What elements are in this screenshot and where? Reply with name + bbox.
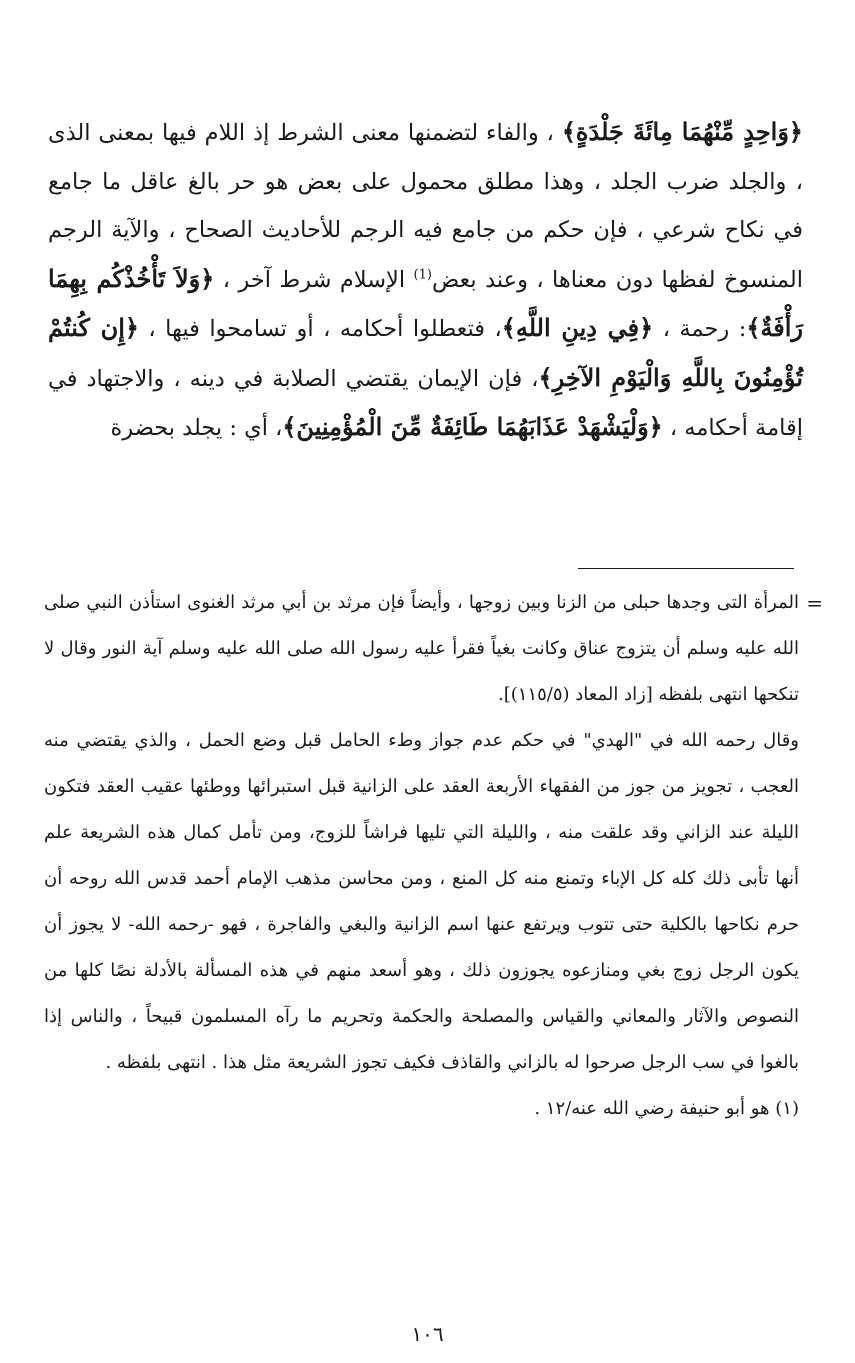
quran-verse: ﴿وَلاَ تَأْخُذْكُم بِهِمَا رَأْفَةٌ﴾ xyxy=(48,263,804,342)
commentary-text: : رحمة ، xyxy=(662,316,747,342)
commentary-text: ، فتعطلوا أحكامه ، أو تسامحوا فيها ، xyxy=(148,316,502,342)
footnote-separator xyxy=(578,568,794,569)
commentary-text: ، والفاء لتضمنها معنى الشرط إذ اللام فيها بمعنى الذى ، والجلد ضرب الجلد ، وهذا مطلق محمول على بعض هو حر بالغ عاقل ما جامع في نكاح شرعي ، فإن حكم من جامع فيه الرجم للأحاديث الصحاح ، والآية الرجم المنسوخ لفظها دون معناها ، وعند بعض xyxy=(48,120,803,293)
commentary-text: ، أي : يجلد بحضرة xyxy=(110,415,283,441)
footnote-1: (١) هو أبو حنيفة رضي الله عنه/١٢ . xyxy=(534,1098,799,1119)
footnote-continuation-text: المرأة التى وجدها حبلى من الزنا وبين زوجها ، وأيضاً فإن مرثد بن أبي مرثد الغنوى استأذن النبي صلى الله عليه وسلم أن يتزوج عناق وكانت بغياً فقرأ عليه رسول الله صلى الله عليه وسلم آية النور وقال لا تنكحها انتهى بلفظه [زاد المعاد (١١٥/٥)]. xyxy=(44,592,799,705)
quran-verse: ﴿إِن كُنتُمْ تُؤْمِنُونَ بِاللَّهِ وَالْيَوْمِ الآخِرِ﴾ xyxy=(48,313,804,392)
footnote-reference: (1) xyxy=(413,267,432,282)
commentary-text: ، فإن الإيمان يقتضي الصلابة في دينه ، والاجتهاد في إقامة أحكامه ، xyxy=(48,365,803,441)
footnotes xyxy=(44,580,823,1132)
footnote-continuation xyxy=(44,580,823,718)
quran-verse: ﴿وَلْيَشْهَدْ عَذَابَهُمَا طَائِفَةٌ مِّنَ الْمُؤْمِنِينَ﴾ xyxy=(282,412,663,441)
quran-verse: ﴿وَاحِدٍ مِّنْهُمَا مِائَةَ جَلْدَةٍ﴾ xyxy=(561,117,803,146)
footnote-quote-paragraph: وقال رحمه الله في "الهدي" في حكم عدم جواز وطء الحامل قبل وضع الحمل ، والذي يقتضي منه العجب ، تجويز من جوز من الفقهاء الأربعة العقد على الزانية قبل استبرائها ووطئها عقيب العقد فتكون الليلة عند الزاني وقد علقت منه ، والليلة التي تليها فراشاً للزوج، ومن تأمل كمال هذه الشريعة علم أنها تأبى ذلك كله كل الإباء وتمنع منه كل المنع ، ومن محاسن مذهب الإمام أحمد قدس الله روحه أن حرم نكاحها بالكلية حتى تتوب ويرتفع عنها اسم الزانية والبغي والفاجرة ، فهو -رحمه الله- لا يجوز أن يكون الرجل زوج بغي ومنازعوه يجوزون ذلك ، وهو أسعد منهم في هذه المسألة بالأدلة نصًا كلها من النصوص والآثار والمعاني والقياس والمصلحة والحكمة وتحريم ما رآه المسلمون قبيحاً ، والناس إذا بالغوا في سب الرجل صرحوا له بالزاني والقاذف فكيف تجوز الشريعة مثل هذا . انتهى بلفظه . xyxy=(44,730,800,1073)
continuation-mark: = xyxy=(806,591,823,615)
page-number: ١٠٦ xyxy=(411,1322,444,1346)
quran-verse: ﴿فِي دِينِ اللَّهِ﴾ xyxy=(501,313,654,342)
commentary-text: الإسلام شرط آخر ، xyxy=(222,266,406,293)
main-text xyxy=(48,108,803,453)
main-paragraph xyxy=(48,108,803,453)
